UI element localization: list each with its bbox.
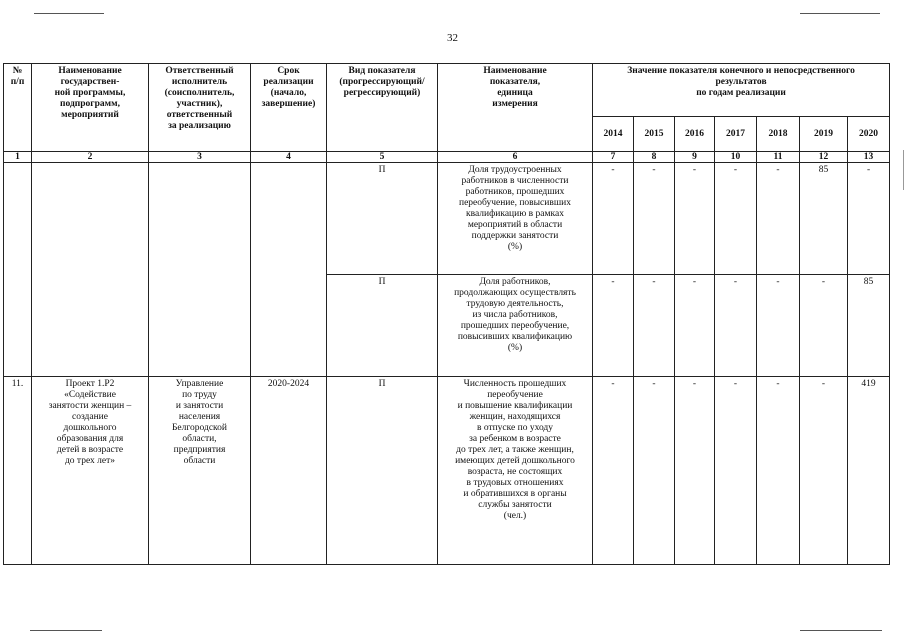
header-year: 2018 bbox=[757, 117, 800, 152]
table-row bbox=[4, 377, 890, 565]
row-indicator: Доля работников, продолжающих осуществлять трудовую деятельность, из числа работников, прошедших переобучение, повысивших квалификацию (%) bbox=[438, 275, 593, 377]
table-row bbox=[4, 163, 890, 275]
table-header-row bbox=[4, 64, 890, 117]
row-value-2019: - bbox=[800, 275, 848, 377]
header-year: 2017 bbox=[715, 117, 757, 152]
row-indicator: Доля трудоустроенных работников в численности работников, прошедших переобучение, повысивших квалификацию в рамках мероприятий в области поддержки занятости (%) bbox=[438, 163, 593, 275]
row-value-2020: 419 bbox=[848, 377, 890, 565]
header-indicator: Наименование показателя, единица измерения bbox=[438, 64, 593, 152]
row-value-2017: - bbox=[715, 163, 757, 275]
row-responsible bbox=[149, 163, 251, 377]
row-value-2016: - bbox=[675, 377, 715, 565]
header-year: 2020 bbox=[848, 117, 890, 152]
row-value-2016: - bbox=[675, 275, 715, 377]
row-type: П bbox=[327, 377, 438, 565]
header-year: 2015 bbox=[634, 117, 675, 152]
header-num: № п/п bbox=[4, 64, 32, 152]
row-value-2018: - bbox=[757, 275, 800, 377]
row-value-2020: - bbox=[848, 163, 890, 275]
header-name: Наименование государствен- ной программы, подпрограмм, мероприятий bbox=[32, 64, 149, 152]
row-value-2018: - bbox=[757, 377, 800, 565]
row-value-2019: 85 bbox=[800, 163, 848, 275]
column-number: 7 bbox=[593, 152, 634, 163]
scan-edge-top-left bbox=[34, 13, 104, 14]
header-year: 2016 bbox=[675, 117, 715, 152]
row-value-2014: - bbox=[593, 377, 634, 565]
row-value-2015: - bbox=[634, 377, 675, 565]
header-values: Значение показателя конечного и непосредственного результатов по годам реализации bbox=[593, 64, 890, 117]
row-value-2018: - bbox=[757, 163, 800, 275]
column-number: 1 bbox=[4, 152, 32, 163]
header-type: Вид показателя (прогрессирующий/ регрессирующий) bbox=[327, 64, 438, 152]
row-value-2017: - bbox=[715, 275, 757, 377]
row-type: П bbox=[327, 275, 438, 377]
row-name bbox=[32, 163, 149, 377]
row-num bbox=[4, 163, 32, 377]
column-number: 13 bbox=[848, 152, 890, 163]
row-period: 2020-2024 bbox=[251, 377, 327, 565]
header-year: 2014 bbox=[593, 117, 634, 152]
column-number: 9 bbox=[675, 152, 715, 163]
row-value-2015: - bbox=[634, 275, 675, 377]
column-number: 5 bbox=[327, 152, 438, 163]
column-number: 3 bbox=[149, 152, 251, 163]
scan-edge-right bbox=[903, 150, 904, 190]
row-value-2014: - bbox=[593, 163, 634, 275]
row-value-2019: - bbox=[800, 377, 848, 565]
column-number: 12 bbox=[800, 152, 848, 163]
row-value-2020: 85 bbox=[848, 275, 890, 377]
scan-edge-top-right bbox=[800, 13, 880, 14]
column-number: 6 bbox=[438, 152, 593, 163]
row-value-2014: - bbox=[593, 275, 634, 377]
column-number: 11 bbox=[757, 152, 800, 163]
scan-edge-bottom-left bbox=[30, 630, 102, 631]
row-indicator: Численность прошедших переобучение и повышение квалификации женщин, находящихся в отпуске по уходу за ребенком в возрасте до трех лет, а также женщин, имеющих детей дошкольного возраста, не состоящих в трудовых отношениях и обратившихся в органы службы занятости (чел.) bbox=[438, 377, 593, 565]
row-num: 11. bbox=[4, 377, 32, 565]
row-type: П bbox=[327, 163, 438, 275]
column-number: 8 bbox=[634, 152, 675, 163]
row-value-2015: - bbox=[634, 163, 675, 275]
column-number: 10 bbox=[715, 152, 757, 163]
row-value-2017: - bbox=[715, 377, 757, 565]
column-numbers-row bbox=[4, 152, 890, 163]
header-year: 2019 bbox=[800, 117, 848, 152]
column-number: 4 bbox=[251, 152, 327, 163]
row-period bbox=[251, 163, 327, 377]
header-responsible: Ответственный исполнитель (соисполнитель, участник), ответственный за реализацию bbox=[149, 64, 251, 152]
row-value-2016: - bbox=[675, 163, 715, 275]
column-number: 2 bbox=[32, 152, 149, 163]
row-responsible: Управление по труду и занятости населения Белгородской области, предприятия области bbox=[149, 377, 251, 565]
scan-edge-bottom-right bbox=[800, 630, 882, 631]
row-name: Проект 1.Р2 «Содействие занятости женщин – создание дошкольного образования для детей в возрасте до трех лет» bbox=[32, 377, 149, 565]
header-period: Срок реализации (начало, завершение) bbox=[251, 64, 327, 152]
indicators-table bbox=[3, 63, 890, 565]
page-number: 32 bbox=[447, 32, 458, 44]
